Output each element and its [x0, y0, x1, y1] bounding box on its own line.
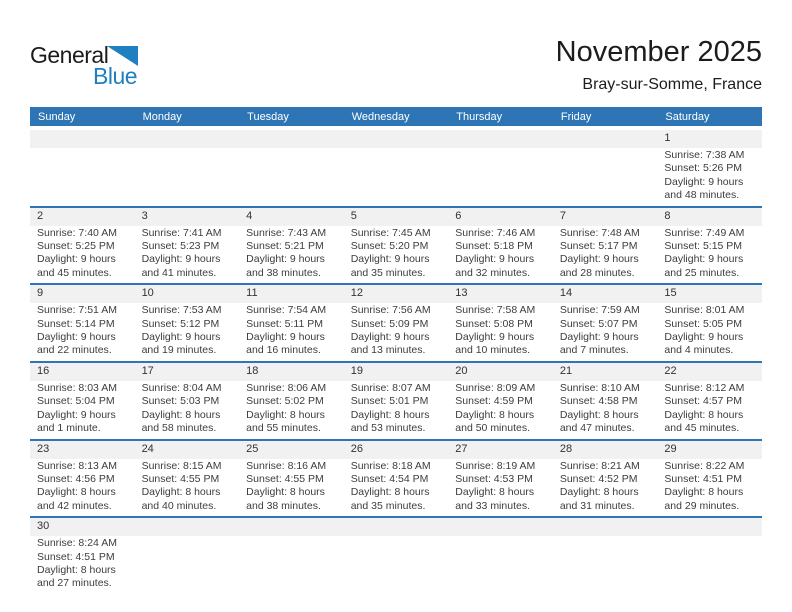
day-detail-line: Sunset: 4:51 PM	[664, 472, 743, 485]
day-detail-line: Sunrise: 7:40 AM	[37, 226, 117, 239]
day-cell	[30, 303, 135, 361]
day-details-row	[30, 459, 762, 517]
day-cell	[344, 459, 449, 517]
day-cell	[657, 303, 762, 361]
day-number: 1	[664, 132, 671, 144]
day-detail-line: Daylight: 8 hours	[246, 408, 325, 421]
weekday-label: Tuesday	[247, 110, 289, 123]
day-detail-line: Sunrise: 8:10 AM	[559, 381, 640, 394]
day-detail-line: Daylight: 8 hours	[246, 486, 325, 499]
day-cell	[30, 536, 135, 594]
empty-day-number	[344, 518, 449, 536]
calendar-week-row	[30, 283, 762, 361]
day-detail-line: Sunset: 5:08 PM	[455, 317, 533, 330]
day-detail-line: and 35 minutes.	[350, 499, 426, 512]
day-detail-line: and 41 minutes.	[141, 266, 217, 279]
day-detail-line: and 1 minute.	[37, 422, 101, 435]
day-detail-line: Daylight: 9 hours	[37, 331, 116, 344]
day-detail-line: Daylight: 8 hours	[664, 486, 744, 499]
day-detail-line: Sunset: 4:57 PM	[664, 395, 743, 408]
day-detail-line: Sunrise: 7:49 AM	[664, 226, 745, 239]
day-detail-line: and 50 minutes.	[455, 422, 530, 435]
day-detail-line: Daylight: 9 hours	[37, 253, 116, 266]
day-detail-line: and 40 minutes.	[141, 499, 217, 512]
day-detail-line: Sunrise: 7:56 AM	[350, 304, 431, 317]
weekday-label: Wednesday	[351, 110, 410, 123]
day-number: 14	[559, 287, 573, 300]
day-detail-line: Sunset: 5:26 PM	[664, 162, 743, 175]
day-detail-line: Sunrise: 7:48 AM	[559, 226, 640, 239]
day-detail-line: and 45 minutes.	[37, 266, 112, 279]
day-cell	[344, 381, 449, 439]
day-detail-line: Daylight: 9 hours	[664, 331, 744, 344]
day-detail-line: Sunset: 4:58 PM	[559, 395, 638, 408]
day-number-strip	[30, 363, 762, 381]
day-cell	[553, 226, 658, 284]
calendar-body	[30, 130, 762, 594]
day-number: 18	[246, 364, 259, 377]
empty-day-cell	[344, 536, 449, 594]
day-detail-line: Sunrise: 7:58 AM	[455, 304, 536, 317]
day-detail-line: Sunset: 5:03 PM	[141, 395, 220, 408]
day-detail-line: and 31 minutes.	[559, 499, 635, 512]
day-cell	[239, 303, 344, 361]
day-number-strip	[30, 518, 762, 536]
empty-day-number	[553, 130, 658, 148]
day-detail-line: Sunset: 5:11 PM	[246, 317, 323, 330]
day-number: 15	[664, 287, 677, 300]
day-cell	[553, 381, 658, 439]
day-cell	[657, 148, 762, 206]
day-detail-line: Sunrise: 8:03 AM	[37, 381, 117, 394]
day-cell	[448, 303, 553, 361]
day-detail-line: and 13 minutes.	[350, 344, 426, 357]
day-detail-line: Sunrise: 8:13 AM	[37, 459, 117, 472]
day-detail-line: Daylight: 9 hours	[141, 253, 221, 266]
day-details-row	[30, 226, 762, 284]
day-detail-line: Sunset: 4:55 PM	[246, 472, 324, 485]
empty-day-number	[135, 518, 240, 536]
day-number: 17	[141, 364, 154, 377]
day-cell	[239, 381, 344, 439]
day-cell	[657, 381, 762, 439]
day-detail-line: Sunset: 5:01 PM	[350, 395, 429, 408]
day-detail-line: Sunrise: 8:24 AM	[37, 537, 117, 550]
day-detail-line: and 47 minutes.	[559, 422, 635, 435]
general-blue-logo	[30, 42, 150, 94]
day-detail-line: Sunset: 4:56 PM	[37, 472, 115, 485]
day-number: 23	[37, 442, 50, 455]
month-title: November 2025	[555, 36, 762, 68]
day-number: 26	[350, 442, 363, 455]
day-detail-line: Daylight: 8 hours	[664, 408, 744, 421]
day-detail-line: and 32 minutes.	[455, 266, 530, 279]
day-number: 22	[664, 364, 677, 377]
day-detail-line: Daylight: 9 hours	[37, 408, 116, 421]
day-detail-line: Daylight: 9 hours	[350, 331, 430, 344]
day-detail-line: Sunrise: 8:22 AM	[664, 459, 745, 472]
day-detail-line: and 22 minutes.	[37, 344, 112, 357]
day-detail-line: and 33 minutes.	[455, 499, 530, 512]
day-detail-line: Sunrise: 7:51 AM	[37, 304, 117, 317]
day-detail-line: Sunset: 5:09 PM	[350, 317, 429, 330]
calendar-week-row	[30, 361, 762, 439]
day-detail-line: Sunset: 4:55 PM	[141, 472, 220, 485]
empty-day-cell	[448, 536, 553, 594]
day-detail-line: Daylight: 8 hours	[455, 486, 535, 499]
day-number: 16	[37, 364, 50, 377]
day-detail-line: and 53 minutes.	[350, 422, 426, 435]
day-detail-line: and 45 minutes.	[664, 422, 740, 435]
day-detail-line: and 58 minutes.	[141, 422, 217, 435]
day-detail-line: Sunset: 5:04 PM	[37, 395, 115, 408]
day-detail-line: Daylight: 8 hours	[37, 563, 116, 576]
day-number: 25	[246, 442, 259, 455]
day-number: 13	[455, 287, 468, 300]
day-number: 8	[664, 209, 671, 222]
day-detail-line: Daylight: 8 hours	[350, 408, 430, 421]
empty-day-number	[239, 518, 344, 536]
day-detail-line: Sunset: 5:07 PM	[559, 317, 638, 330]
day-detail-line: Daylight: 9 hours	[664, 175, 744, 188]
day-detail-line: and 4 minutes.	[664, 344, 734, 357]
day-detail-line: Daylight: 8 hours	[559, 486, 639, 499]
day-cell	[344, 303, 449, 361]
day-cell	[135, 459, 240, 517]
day-number: 29	[664, 442, 677, 455]
day-detail-line: Sunrise: 8:07 AM	[350, 381, 431, 394]
day-detail-line: Sunrise: 7:45 AM	[350, 226, 431, 239]
day-detail-line: Sunrise: 7:38 AM	[664, 149, 745, 161]
location-subtitle: Bray-sur-Somme, France	[582, 76, 762, 93]
page-header	[0, 0, 792, 107]
empty-day-number	[448, 130, 553, 148]
day-number: 10	[141, 287, 154, 300]
day-detail-line: Daylight: 9 hours	[246, 253, 325, 266]
empty-day-cell	[553, 148, 658, 206]
day-number: 6	[455, 209, 462, 222]
day-detail-line: Sunset: 5:05 PM	[664, 317, 743, 330]
day-detail-line: Sunrise: 7:54 AM	[246, 304, 327, 317]
day-cell	[239, 226, 344, 284]
day-detail-line: Daylight: 9 hours	[455, 253, 535, 266]
day-cell	[448, 459, 553, 517]
day-cell	[448, 226, 553, 284]
day-number: 7	[559, 209, 566, 222]
day-cell	[135, 381, 240, 439]
day-cell	[553, 459, 658, 517]
logo-text-blue: Blue	[93, 63, 138, 89]
weekday-label: Monday	[142, 110, 182, 123]
day-cell	[657, 226, 762, 284]
day-detail-line: and 16 minutes.	[246, 344, 321, 357]
day-detail-line: Daylight: 9 hours	[664, 253, 744, 266]
day-detail-line: Sunset: 5:12 PM	[141, 317, 220, 330]
day-number: 11	[246, 287, 258, 300]
day-detail-line: Sunrise: 8:09 AM	[455, 381, 536, 394]
day-detail-line: Sunset: 5:18 PM	[455, 240, 533, 253]
day-detail-line: Daylight: 9 hours	[559, 331, 639, 344]
day-detail-line: and 28 minutes.	[559, 266, 635, 279]
day-detail-line: Daylight: 9 hours	[350, 253, 430, 266]
day-details-row	[30, 536, 762, 594]
day-cell	[30, 226, 135, 284]
day-detail-line: and 55 minutes.	[246, 422, 321, 435]
day-detail-line: Sunset: 5:15 PM	[664, 240, 743, 253]
day-number-strip	[30, 130, 762, 148]
day-detail-line: and 38 minutes.	[246, 499, 321, 512]
day-number: 4	[246, 209, 253, 222]
title-block	[556, 36, 762, 94]
day-number: 28	[559, 442, 573, 455]
weekday-label: Friday	[560, 110, 592, 123]
empty-day-cell	[657, 536, 762, 594]
day-details-row	[30, 148, 762, 206]
day-detail-line: Daylight: 8 hours	[559, 408, 639, 421]
day-detail-line: Sunset: 5:02 PM	[246, 395, 324, 408]
weekday-label: Thursday	[456, 110, 503, 123]
day-number: 2	[37, 209, 44, 222]
day-detail-line: Sunrise: 7:59 AM	[559, 304, 640, 317]
empty-day-cell	[344, 148, 449, 206]
day-number: 5	[350, 209, 357, 222]
day-detail-line: Sunset: 5:17 PM	[559, 240, 638, 253]
day-detail-line: and 48 minutes.	[664, 189, 740, 202]
day-number: 19	[350, 364, 363, 377]
day-number: 12	[350, 287, 363, 300]
day-detail-line: Sunrise: 8:04 AM	[141, 381, 222, 394]
day-detail-line: Sunset: 5:21 PM	[246, 240, 324, 253]
day-number: 9	[37, 287, 44, 300]
day-detail-line: and 42 minutes.	[37, 499, 112, 512]
day-detail-line: Daylight: 8 hours	[37, 486, 116, 499]
day-detail-line: Sunset: 5:23 PM	[141, 240, 220, 253]
empty-day-number	[657, 518, 762, 536]
day-detail-line: Sunset: 5:25 PM	[37, 240, 115, 253]
day-number: 20	[455, 364, 468, 377]
day-detail-line: Sunset: 5:14 PM	[37, 317, 115, 330]
day-number-strip	[30, 441, 762, 459]
day-number: 30	[37, 520, 50, 533]
weekday-label: Sunday	[38, 110, 76, 123]
day-detail-line: Sunrise: 8:06 AM	[246, 381, 327, 394]
day-number-strip	[30, 285, 762, 303]
day-detail-line: and 38 minutes.	[246, 266, 321, 279]
empty-day-number	[344, 130, 449, 148]
day-details-row	[30, 381, 762, 439]
empty-day-number	[448, 518, 553, 536]
day-cell	[30, 459, 135, 517]
day-detail-line: Sunrise: 8:12 AM	[664, 381, 745, 394]
day-cell	[135, 303, 240, 361]
empty-day-cell	[30, 148, 135, 206]
day-detail-line: Sunrise: 8:01 AM	[664, 304, 745, 317]
day-cell	[344, 226, 449, 284]
day-detail-line: Sunset: 4:51 PM	[37, 550, 115, 563]
empty-day-number	[239, 130, 344, 148]
day-cell	[553, 303, 658, 361]
day-detail-line: Daylight: 8 hours	[455, 408, 535, 421]
day-detail-line: Sunrise: 8:21 AM	[559, 459, 640, 472]
day-detail-line: Sunset: 4:52 PM	[559, 472, 638, 485]
day-cell	[30, 381, 135, 439]
day-cell	[657, 459, 762, 517]
day-detail-line: and 19 minutes.	[141, 344, 217, 357]
calendar-week-row	[30, 206, 762, 284]
empty-day-cell	[239, 148, 344, 206]
day-detail-line: and 35 minutes.	[350, 266, 426, 279]
day-detail-line: Sunrise: 8:15 AM	[141, 459, 222, 472]
day-detail-line: Daylight: 9 hours	[141, 331, 221, 344]
day-number: 24	[141, 442, 154, 455]
day-detail-line: Sunset: 4:54 PM	[350, 472, 429, 485]
day-number: 21	[559, 364, 573, 377]
empty-day-cell	[135, 536, 240, 594]
calendar-week-row	[30, 516, 762, 594]
empty-day-cell	[448, 148, 553, 206]
day-detail-line: Sunset: 5:20 PM	[350, 240, 429, 253]
day-detail-line: Sunset: 4:53 PM	[455, 472, 533, 485]
day-detail-line: Sunrise: 7:41 AM	[141, 226, 222, 239]
day-detail-line: Sunrise: 8:19 AM	[455, 459, 536, 472]
day-detail-line: and 27 minutes.	[37, 577, 112, 590]
day-detail-line: Sunset: 4:59 PM	[455, 395, 533, 408]
day-detail-line: Sunrise: 7:46 AM	[455, 226, 536, 239]
day-detail-line: Daylight: 9 hours	[559, 253, 639, 266]
day-cell	[135, 226, 240, 284]
day-detail-line: Sunrise: 8:16 AM	[246, 459, 327, 472]
day-number-strip	[30, 208, 762, 226]
empty-day-cell	[135, 148, 240, 206]
day-detail-line: Sunrise: 8:18 AM	[350, 459, 431, 472]
day-detail-line: Daylight: 8 hours	[141, 408, 221, 421]
weekday-label: Saturday	[665, 110, 710, 123]
day-detail-line: Sunrise: 7:53 AM	[141, 304, 222, 317]
day-cell	[448, 381, 553, 439]
empty-day-number	[553, 518, 658, 536]
day-detail-line: and 29 minutes.	[664, 499, 740, 512]
day-detail-line: Daylight: 8 hours	[350, 486, 430, 499]
day-number: 3	[141, 209, 148, 222]
day-cell	[239, 459, 344, 517]
empty-day-number	[30, 130, 135, 148]
logo-text-general: General	[30, 42, 109, 68]
weekday-header-row	[30, 107, 762, 126]
day-detail-line: Daylight: 9 hours	[455, 331, 535, 344]
day-detail-line: and 7 minutes.	[559, 344, 629, 357]
calendar-grid	[30, 107, 762, 594]
day-detail-line: and 25 minutes.	[664, 266, 740, 279]
day-number: 27	[455, 442, 468, 455]
day-detail-line: and 10 minutes.	[455, 344, 530, 357]
calendar-week-row	[30, 130, 762, 206]
day-detail-line: Daylight: 8 hours	[141, 486, 221, 499]
calendar-week-row	[30, 439, 762, 517]
day-details-row	[30, 303, 762, 361]
day-detail-line: Sunrise: 7:43 AM	[246, 226, 327, 239]
empty-day-cell	[553, 536, 658, 594]
empty-day-number	[135, 130, 240, 148]
day-detail-line: Daylight: 9 hours	[246, 331, 325, 344]
empty-day-cell	[239, 536, 344, 594]
